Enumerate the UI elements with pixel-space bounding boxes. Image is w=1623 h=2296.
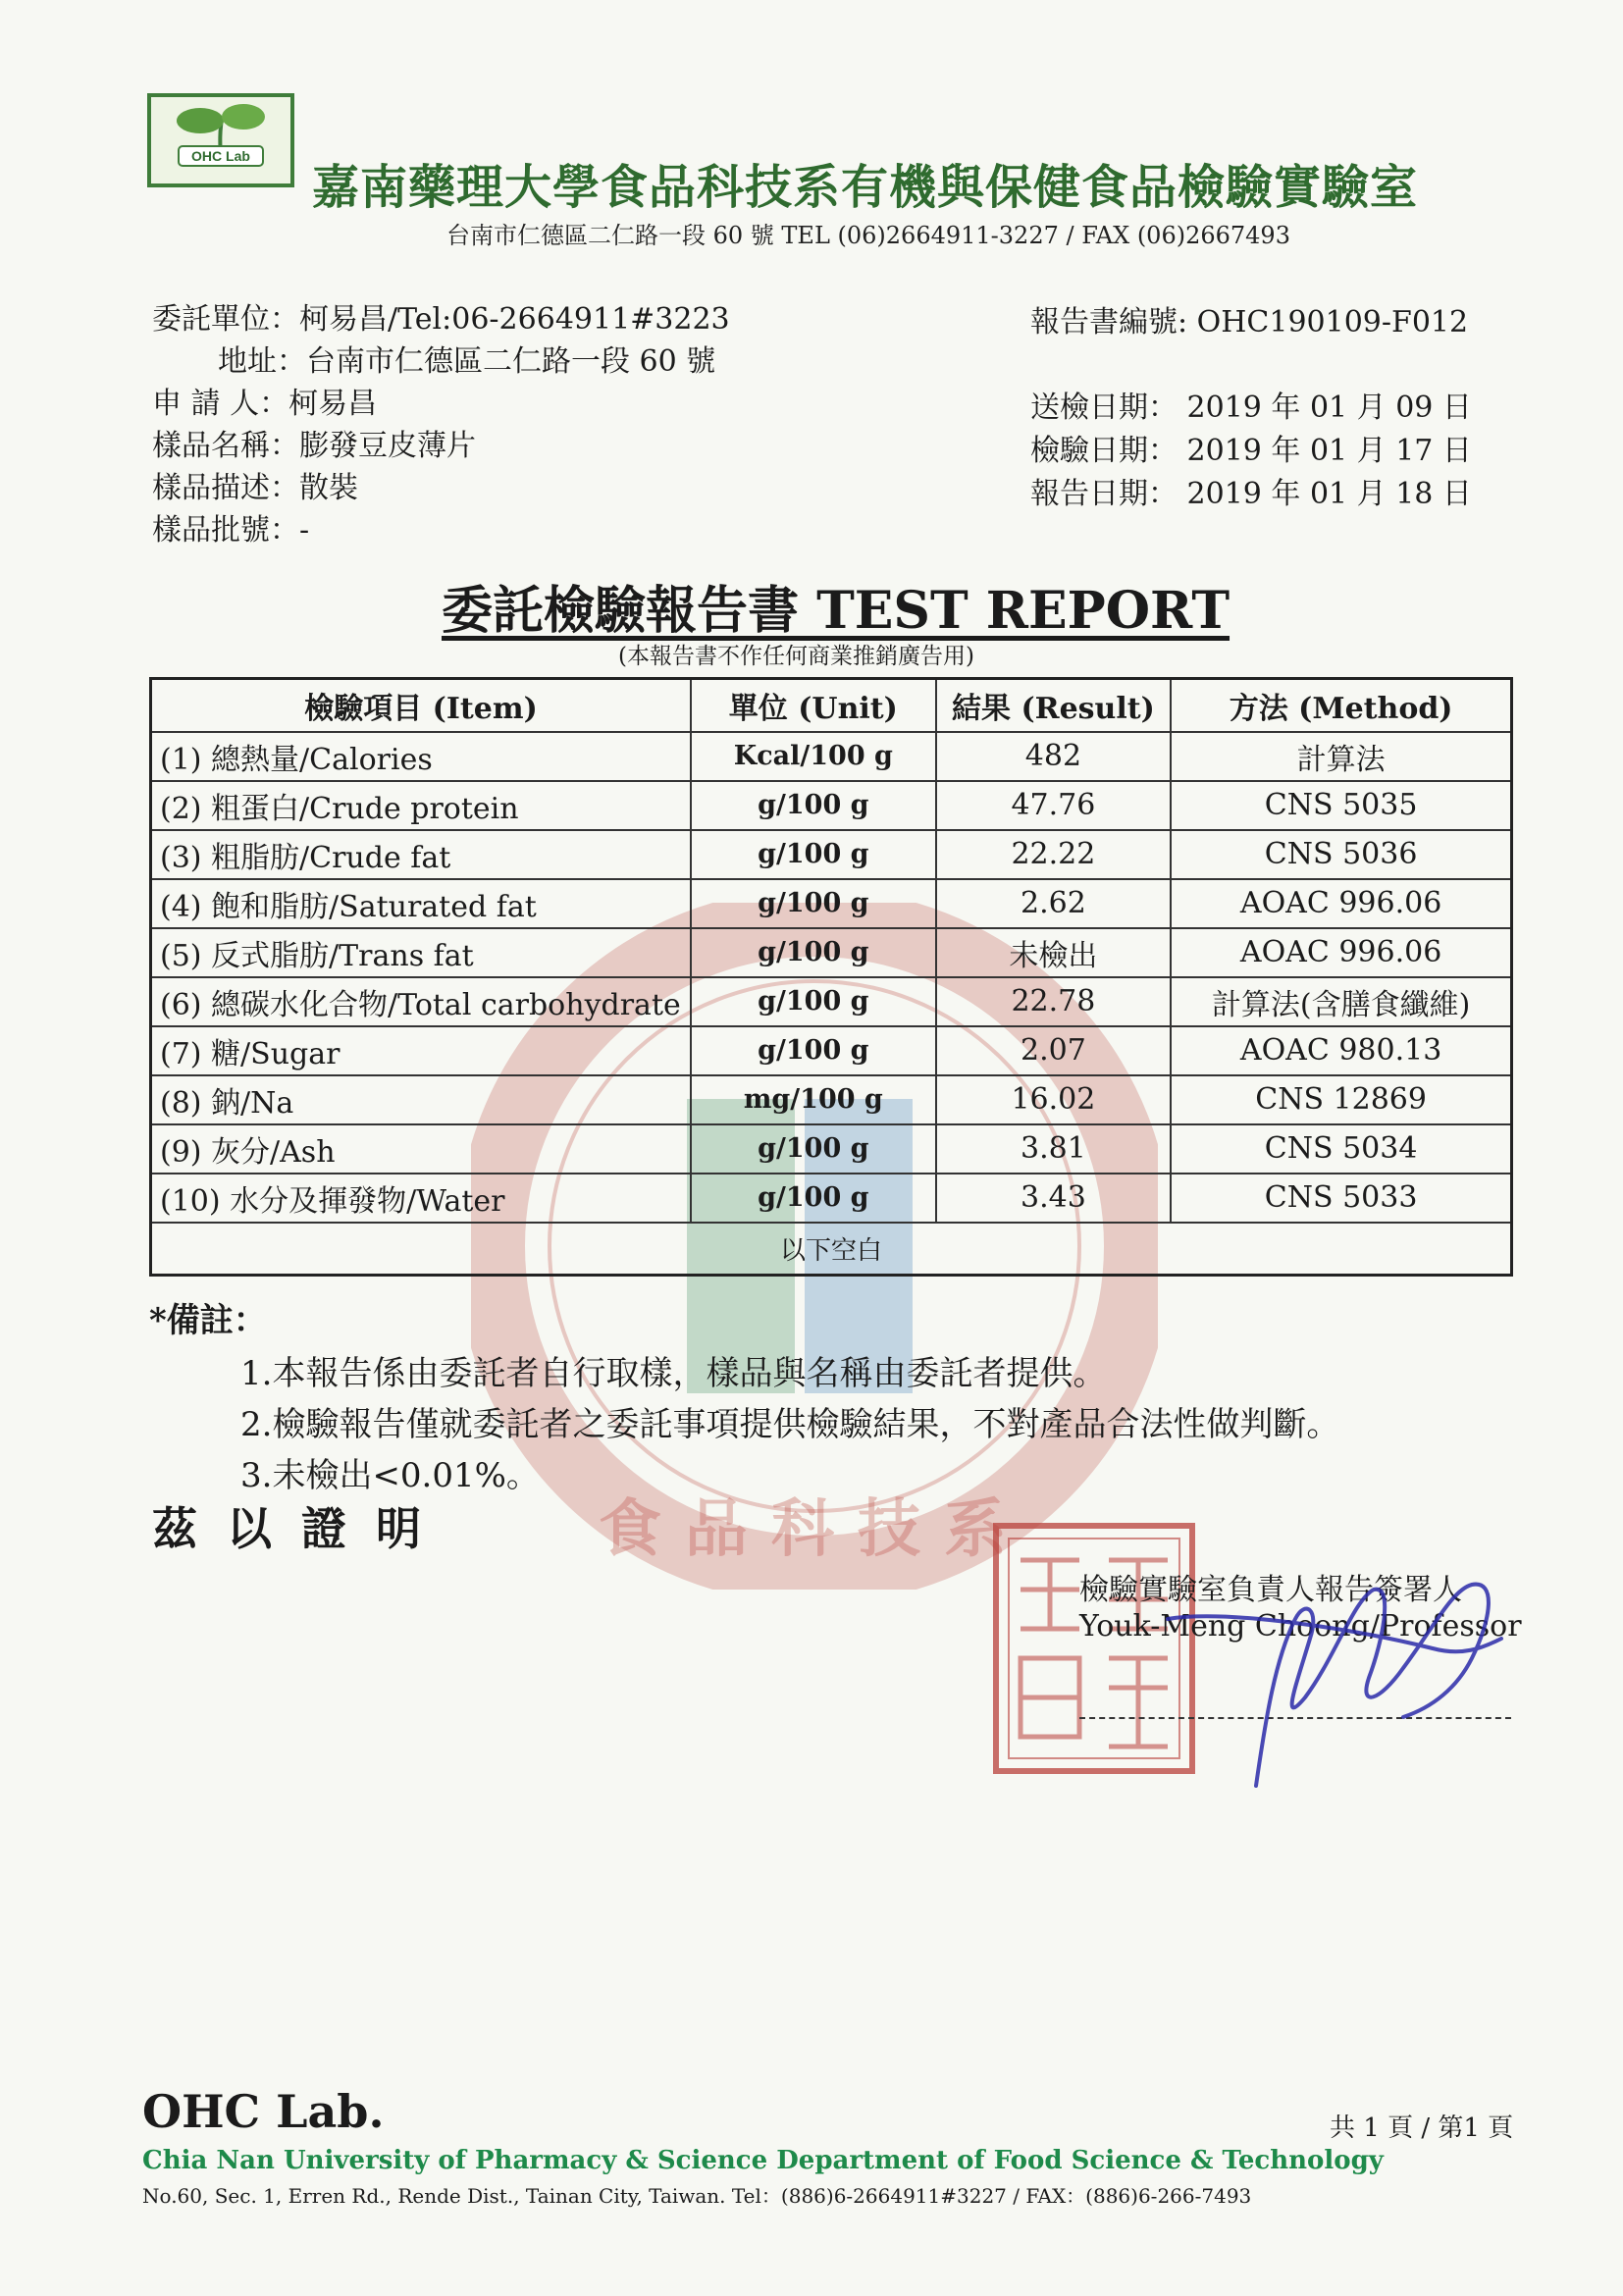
batch-row — [152, 505, 309, 548]
test-date-row — [1030, 426, 1472, 469]
method-cell: CNS 5035 — [1171, 781, 1511, 830]
table-row — [151, 928, 1512, 977]
notes-heading: *備註： — [149, 1301, 267, 1340]
table-row — [151, 732, 1512, 781]
client-unit-row — [152, 294, 730, 338]
result-cell: 16.02 — [936, 1075, 1172, 1124]
method-cell: CNS 5033 — [1171, 1174, 1511, 1223]
table-row — [151, 1124, 1512, 1174]
client-address-value: 台南市仁德區二仁路一段 60 號 — [306, 344, 716, 379]
result-cell: 2.62 — [936, 879, 1172, 928]
item-cell: (4) 飽和脂肪/Saturated fat — [151, 879, 692, 928]
report-date-value: 2019 年 01 月 18 日 — [1186, 477, 1472, 511]
method-cell: CNS 12869 — [1171, 1075, 1511, 1124]
item-cell: (7) 糖/Sugar — [151, 1026, 692, 1075]
client-unit-label: 委託單位： — [152, 302, 299, 337]
report-number-label: 報告書編號: — [1030, 305, 1188, 339]
item-cell: (6) 總碳水化合物/Total carbohydrate — [151, 977, 692, 1026]
table-row — [151, 1026, 1512, 1075]
item-cell: (5) 反式脂肪/Trans fat — [151, 928, 692, 977]
applicant-label: 申 請 人： — [152, 387, 289, 421]
unit-cell: g/100 g — [691, 879, 936, 928]
sample-name-label: 樣品名稱： — [152, 429, 299, 463]
result-cell: 47.76 — [936, 781, 1172, 830]
table-row — [151, 1075, 1512, 1124]
certify-text: 茲以證明 — [152, 1502, 450, 1555]
result-cell: 3.81 — [936, 1124, 1172, 1174]
applicant-value: 柯易昌 — [288, 387, 378, 421]
handwritten-signature — [1109, 1491, 1550, 1815]
table-header-row — [151, 679, 1512, 732]
client-address-row — [218, 337, 715, 380]
method-cell: AOAC 996.06 — [1171, 928, 1511, 977]
client-unit-value: 柯易昌/Tel:06-2664911#3223 — [299, 302, 730, 337]
blank-text: 以下空白 — [151, 1223, 1512, 1276]
unit-cell: g/100 g — [691, 977, 936, 1026]
client-address-label: 地址： — [218, 344, 306, 379]
page-indicator: 共 1 頁 / 第1 頁 — [1330, 2113, 1514, 2143]
signer-name: Youk-Meng Choong/Professor — [1079, 1609, 1522, 1644]
item-cell: (1) 總熱量/Calories — [151, 732, 692, 781]
seal-text: 食品科技系 — [599, 1492, 1030, 1566]
test-date-label: 檢驗日期： — [1030, 434, 1178, 468]
result-cell: 3.43 — [936, 1174, 1172, 1223]
unit-cell: g/100 g — [691, 781, 936, 830]
applicant-row — [152, 379, 377, 422]
unit-cell: g/100 g — [691, 1174, 936, 1223]
footer-university: Chia Nan University of Pharmacy & Science Department of Food Science & Technology — [142, 2146, 1384, 2175]
results-table — [149, 677, 1513, 1277]
sample-name-row — [152, 421, 476, 464]
note-item: 2.檢驗報告僅就委託者之委託事項提供檢驗結果，不對產品合法性做判斷。 — [240, 1405, 1340, 1444]
unit-cell: g/100 g — [691, 1026, 936, 1075]
submit-date-row — [1030, 383, 1472, 426]
sample-desc-row — [152, 463, 358, 506]
method-cell: CNS 5036 — [1171, 830, 1511, 879]
submit-date-label: 送檢日期： — [1030, 391, 1178, 425]
sprout-logo-icon — [151, 97, 290, 183]
item-cell: (8) 鈉/Na — [151, 1075, 692, 1124]
note-item: 1.本報告係由委託者自行取樣，樣品與名稱由委託者提供。 — [240, 1354, 1107, 1393]
method-cell: CNS 5034 — [1171, 1124, 1511, 1174]
result-cell: 22.78 — [936, 977, 1172, 1026]
method-cell: AOAC 980.13 — [1171, 1026, 1511, 1075]
report-date-row — [1030, 469, 1472, 512]
header-method: 方法 (Method) — [1171, 679, 1511, 732]
item-cell: (9) 灰分/Ash — [151, 1124, 692, 1174]
result-cell: 未檢出 — [936, 928, 1172, 977]
blank-row — [151, 1223, 1512, 1276]
table-row — [151, 781, 1512, 830]
lab-name-title: 嘉南藥理大學食品科技系有機與保健食品檢驗實驗室 — [312, 160, 1419, 215]
unit-cell: g/100 g — [691, 928, 936, 977]
lab-address-line: 台南市仁德區二仁路一段 60 號 TEL (06)2664911-3227 / FAX (06)2667493 — [446, 222, 1290, 249]
lab-logo — [147, 93, 294, 187]
report-subtitle: (本報告書不作任何商業推銷廣告用) — [618, 644, 974, 669]
result-cell: 22.22 — [936, 830, 1172, 879]
table-row — [151, 830, 1512, 879]
item-cell: (2) 粗蛋白/Crude protein — [151, 781, 692, 830]
item-cell: (3) 粗脂肪/Crude fat — [151, 830, 692, 879]
method-cell: 計算法(含膳食纖維) — [1171, 977, 1511, 1026]
sample-name-value: 膨發豆皮薄片 — [299, 429, 476, 463]
method-cell: AOAC 996.06 — [1171, 879, 1511, 928]
result-cell: 482 — [936, 732, 1172, 781]
sample-desc-value: 散裝 — [299, 471, 358, 505]
signer-title: 檢驗實驗室負責人報告簽署人 — [1079, 1573, 1462, 1607]
unit-cell: Kcal/100 g — [691, 732, 936, 781]
batch-value: - — [299, 513, 310, 548]
batch-label: 樣品批號： — [152, 513, 299, 548]
table-row — [151, 879, 1512, 928]
method-cell: 計算法 — [1171, 732, 1511, 781]
unit-cell: mg/100 g — [691, 1075, 936, 1124]
table-row — [151, 1174, 1512, 1223]
unit-cell: g/100 g — [691, 1124, 936, 1174]
note-item: 3.未檢出<0.01%。 — [240, 1456, 540, 1495]
unit-cell: g/100 g — [691, 830, 936, 879]
submit-date-value: 2019 年 01 月 09 日 — [1186, 391, 1472, 425]
header-unit: 單位 (Unit) — [691, 679, 936, 732]
result-cell: 2.07 — [936, 1026, 1172, 1075]
logo-text: OHC Lab — [191, 148, 250, 164]
header-result: 結果 (Result) — [936, 679, 1172, 732]
report-number-row — [1030, 297, 1468, 340]
sample-desc-label: 樣品描述： — [152, 471, 299, 505]
table-row — [151, 977, 1512, 1026]
report-title: 委託檢驗報告書 TEST REPORT — [442, 581, 1230, 641]
test-date-value: 2019 年 01 月 17 日 — [1186, 434, 1472, 468]
item-cell: (10) 水分及揮發物/Water — [151, 1174, 692, 1223]
report-number-value: OHC190109-F012 — [1196, 305, 1469, 339]
footer-address: No.60, Sec. 1, Erren Rd., Rende Dist., Tainan City, Taiwan. Tel：(886)6-2664911#3227 / FAX：(886)6-266-7493 — [142, 2184, 1252, 2208]
footer-lab-name: OHC Lab. — [142, 2085, 385, 2138]
header-item: 檢驗項目 (Item) — [151, 679, 692, 732]
report-date-label: 報告日期： — [1030, 477, 1178, 511]
